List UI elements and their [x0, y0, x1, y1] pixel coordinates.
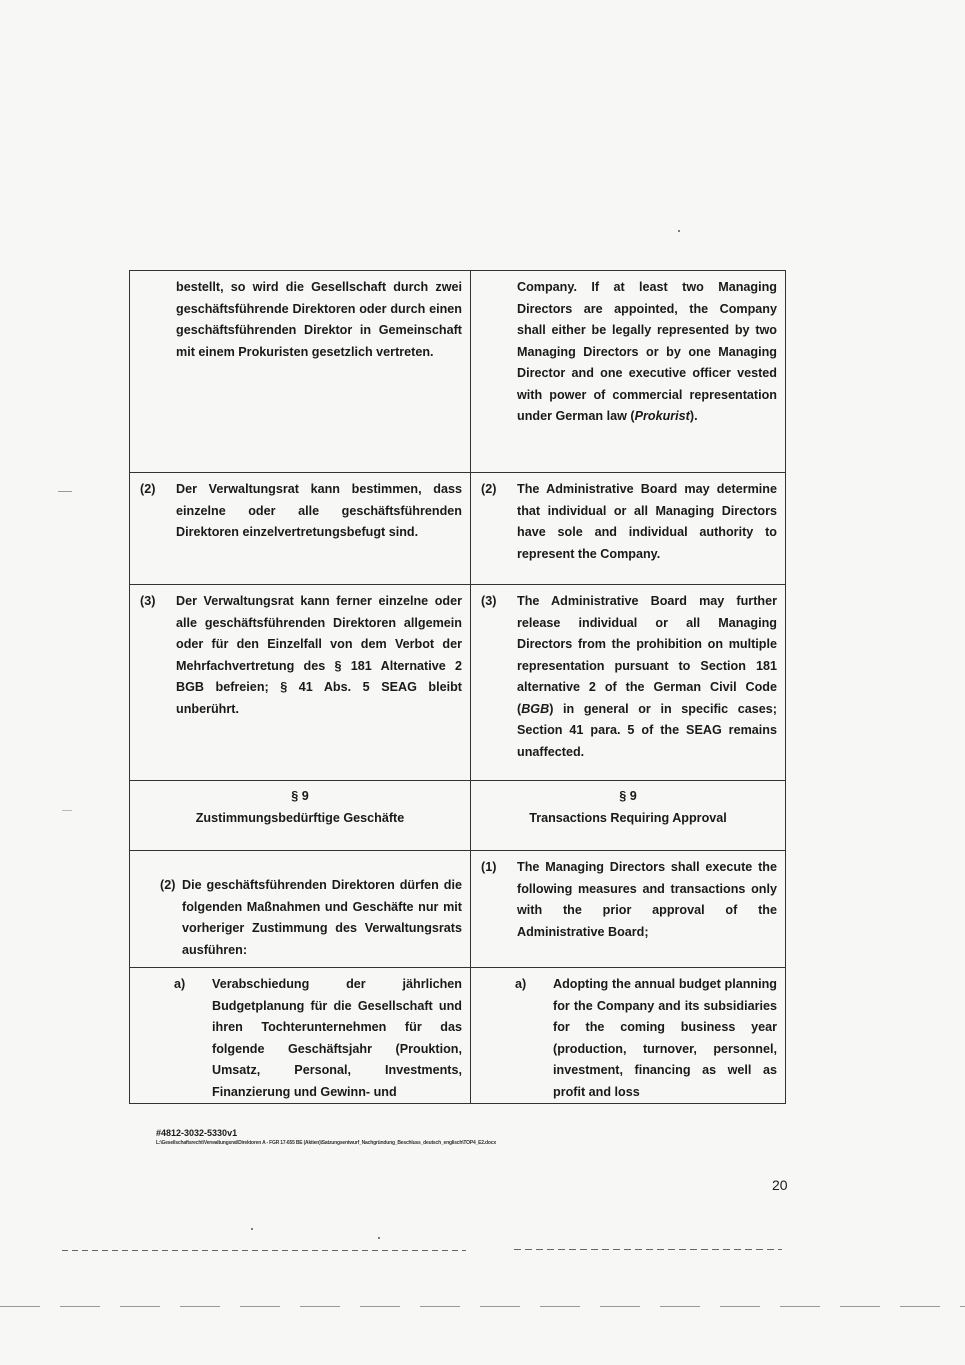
item-letter: a): [515, 977, 527, 991]
german-text: Die geschäftsführenden Direktoren dürfen die folgenden Maßnahmen und Geschäfte nur mit vorheriger Zustimmung des Verwaltungsrats ausführen:: [182, 878, 462, 957]
scan-artifact-line: [62, 1250, 466, 1251]
english-cell: [471, 585, 786, 781]
english-cell: [471, 473, 786, 585]
german-text: Der Verwaltungsrat kann ferner einzelne oder alle geschäftsführenden Direktoren allgemein oder für den Einzelfall von dem Verbot der Mehrfachvertretung des § 181 Alternative 2 BGB befreien; § 41 Abs. 5 SEAG bleibt unberührt.: [176, 594, 462, 716]
paragraph-number: (2): [160, 878, 176, 892]
scan-artifact-line: [0, 1306, 965, 1307]
english-heading-cell: [471, 781, 786, 851]
document-file-path: L:\Gesellschaftsrecht\Verwaltungsrat\Direktoren A - FGR 17-655 BE (Aktien)\Satzungsentwurf_Nachgründung_Beschluss_deutsch_englisch\TOP4_E2.docx: [156, 1140, 496, 1146]
bilingual-articles-table: [129, 270, 786, 1104]
german-text: Der Verwaltungsrat kann bestimmen, dass einzelne oder alle geschäftsführenden Direktoren einzelvertretungsbefugt sind.: [176, 482, 462, 539]
german-text: Verabschiedung der jährlichen Budgetplanung für die Gesellschaft und ihren Tochterunternehmen für das folgende Geschäftsjahr (Prouktion, Umsatz, Personal, Investments, Finanzierung und Gewinn- und: [212, 977, 462, 1099]
german-cell: [130, 271, 471, 473]
scan-artifact-line: [62, 810, 72, 811]
section-number: § 9: [291, 789, 309, 803]
english-text: The Managing Directors shall execute the following measures and transactions only with the prior approval of the Administrative Board;: [517, 860, 777, 939]
section-title: Transactions Requiring Approval: [529, 811, 727, 825]
english-cell: [471, 851, 786, 968]
paragraph-number: (2): [481, 482, 497, 496]
german-text: bestellt, so wird die Gesellschaft durch zwei geschäftsführende Direktoren oder durch einen geschäftsführenden Direktor in Gemeinschaft mit einem Prokuristen gesetzlich vertreten.: [176, 280, 462, 359]
document-reference: #4812-3032-5330v1: [156, 1128, 238, 1138]
paragraph-number: (3): [481, 594, 497, 608]
section-number: § 9: [619, 789, 637, 803]
scan-artifact-dot: [251, 1228, 253, 1230]
english-cell: [471, 271, 786, 473]
english-term: BGB: [521, 701, 550, 716]
german-cell: [130, 851, 471, 968]
item-letter: a): [174, 977, 186, 991]
english-cell: [471, 968, 786, 1104]
page-number: 20: [772, 1177, 788, 1193]
table-row: [130, 781, 786, 851]
scan-artifact-dot: [378, 1237, 380, 1239]
paragraph-number: (2): [140, 482, 156, 496]
table-row: [130, 585, 786, 781]
scan-artifact-line: [514, 1249, 782, 1250]
table-row: [130, 851, 786, 968]
table-row: [130, 968, 786, 1104]
scan-artifact-dot: [678, 230, 680, 232]
table-row: [130, 271, 786, 473]
english-text: The Administrative Board may further release individual or all Managing Directors from the prohibition on multiple representation pursuant to Section 181 alternative 2 of the German Civil Code (BGB) in general or in specific cases; Section 41 para. 5 of the SEAG remains unaffected.: [517, 594, 777, 759]
scan-artifact-line: [58, 491, 72, 492]
paragraph-number: (3): [140, 594, 156, 608]
section-title: Zustimmungsbedürftige Geschäfte: [195, 811, 405, 825]
german-cell: [130, 585, 471, 781]
paragraph-number: (1): [481, 860, 497, 874]
english-text: Adopting the annual budget planning for the Company and its subsidiaries for the coming business year (production, turnover, personnel, investment, financing as well as profit and loss: [553, 977, 777, 1099]
english-text: The Administrative Board may determine that individual or all Managing Directors have sole and individual authority to represent the Company.: [517, 482, 777, 561]
german-cell: [130, 968, 471, 1104]
german-heading-cell: [130, 781, 471, 851]
english-text: Company. If at least two Managing Directors are appointed, the Company shall either be legally represented by two Managing Directors or by one Managing Director and one executive officer vested with power of commercial representation under German law (Prokurist).: [517, 280, 777, 423]
table-row: [130, 473, 786, 585]
english-term: Prokurist: [634, 409, 690, 423]
german-cell: [130, 473, 471, 585]
